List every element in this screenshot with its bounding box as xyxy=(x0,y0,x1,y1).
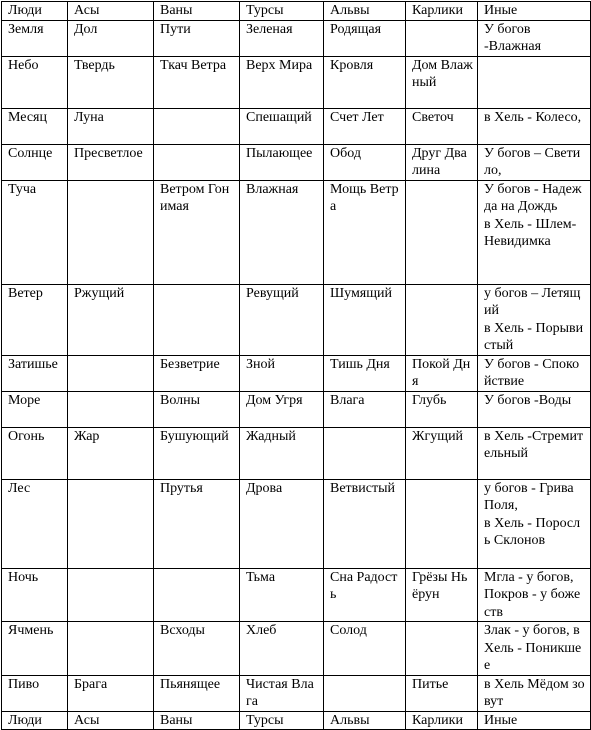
table-cell-people xyxy=(2,391,68,427)
table-cell-people xyxy=(2,284,68,355)
table-cell-people xyxy=(2,108,68,144)
table-cell-vanir xyxy=(154,568,240,622)
table-cell-dwarves xyxy=(406,284,478,355)
table-cell-giants xyxy=(240,20,324,56)
cell-text: Влажная xyxy=(246,181,299,197)
table-body xyxy=(2,20,591,711)
table-cell-aesir xyxy=(68,284,154,355)
header-cell-dwarves: Карлики xyxy=(406,2,478,21)
cell-text: Пиво xyxy=(8,676,40,692)
table-footer xyxy=(2,711,591,730)
table-cell-elves xyxy=(324,622,406,676)
cell-text: Брага xyxy=(74,676,108,692)
table-cell-elves xyxy=(324,675,406,711)
table-cell-vanir xyxy=(154,20,240,56)
cell-text: Безветрие xyxy=(160,356,220,372)
cell-text: Кровля xyxy=(330,57,374,73)
cell-text: Ночь xyxy=(8,569,39,585)
table-cell-dwarves xyxy=(406,144,478,180)
cell-text: У богов -Воды xyxy=(484,392,572,408)
cell-text: Пресветлое xyxy=(74,145,143,161)
table-cell-others xyxy=(478,568,591,622)
table-cell-vanir xyxy=(154,355,240,391)
cell-text: Мгла - у богов, Покров - у божеств xyxy=(484,569,581,620)
cell-text: Дом Влажный xyxy=(412,57,473,90)
cell-text: у богов – Летящий xyxy=(484,285,581,318)
cell-text: Влага xyxy=(330,392,365,408)
cell-text: Глубь xyxy=(412,392,447,408)
table-cell-elves xyxy=(324,108,406,144)
cell-text: в Хель Мёдом зовут xyxy=(484,676,585,709)
table-cell-vanir xyxy=(154,144,240,180)
cell-text: Ткач Ветра xyxy=(160,57,227,73)
cell-text: в Хель -Стремительный xyxy=(484,428,584,461)
table-cell-dwarves xyxy=(406,56,478,108)
table-row xyxy=(2,180,591,284)
table-cell-aesir xyxy=(68,180,154,284)
cell-text: Жгущий xyxy=(412,428,464,444)
table-cell-dwarves xyxy=(406,479,478,568)
table-cell-vanir xyxy=(154,108,240,144)
table-cell-giants xyxy=(240,427,324,479)
cell-text: Ветвистый xyxy=(330,480,396,496)
cell-text: Море xyxy=(8,392,41,408)
footer-cell-aesir: Асы xyxy=(68,711,154,730)
table-cell-vanir xyxy=(154,479,240,568)
cell-text: Тьма xyxy=(246,569,276,585)
table-cell-vanir xyxy=(154,284,240,355)
cell-text: Бушующий xyxy=(160,428,229,444)
cell-text: Злак - у богов, в Хель - Поникшее xyxy=(484,623,582,673)
table-cell-elves xyxy=(324,20,406,56)
cell-text: Луна xyxy=(74,109,104,125)
footer-cell-others: Иные xyxy=(478,711,591,730)
table-row xyxy=(2,20,591,56)
table-row xyxy=(2,479,591,568)
table-row xyxy=(2,675,591,711)
table-cell-elves xyxy=(324,284,406,355)
table-cell-people xyxy=(2,20,68,56)
table-cell-giants xyxy=(240,479,324,568)
table-cell-aesir xyxy=(68,20,154,56)
table-cell-giants xyxy=(240,675,324,711)
cell-text: У богов - Спокойствие xyxy=(484,356,580,389)
table-cell-people xyxy=(2,622,68,676)
cell-text: Небо xyxy=(8,57,39,73)
table-row xyxy=(2,568,591,622)
cell-text: Верх Мира xyxy=(246,57,313,73)
cell-text: Питье xyxy=(412,676,449,692)
table-cell-people xyxy=(2,675,68,711)
cell-text: в Хель - Шлем-Невидимка xyxy=(484,216,577,249)
table-cell-vanir xyxy=(154,56,240,108)
footer-cell-giants: Турсы xyxy=(240,711,324,730)
table-cell-elves xyxy=(324,355,406,391)
table-cell-aesir xyxy=(68,108,154,144)
table-cell-others xyxy=(478,675,591,711)
table-cell-people xyxy=(2,144,68,180)
cell-text: у богов - Грива Поля, xyxy=(484,480,574,513)
table-cell-others xyxy=(478,391,591,427)
table-cell-people xyxy=(2,479,68,568)
cell-text: Родящая xyxy=(330,21,382,37)
table-cell-giants xyxy=(240,568,324,622)
cell-text: Пьянящее xyxy=(160,676,221,692)
table-cell-people xyxy=(2,568,68,622)
table-cell-others xyxy=(478,479,591,568)
cell-text: Огонь xyxy=(8,428,45,444)
table-cell-dwarves xyxy=(406,675,478,711)
cell-text: Счет Лет xyxy=(330,109,384,125)
table-cell-elves xyxy=(324,479,406,568)
table-cell-elves xyxy=(324,391,406,427)
header-cell-people: Люди xyxy=(2,2,68,21)
table-cell-giants xyxy=(240,284,324,355)
table-cell-elves xyxy=(324,180,406,284)
table-row xyxy=(2,284,591,355)
table-cell-others xyxy=(478,108,591,144)
table-cell-vanir xyxy=(154,180,240,284)
cell-text: Дом Угря xyxy=(246,392,303,408)
header-cell-aesir: Асы xyxy=(68,2,154,21)
table-row xyxy=(2,144,591,180)
table-cell-others xyxy=(478,20,591,56)
table-cell-giants xyxy=(240,56,324,108)
cell-text: Дол xyxy=(74,21,98,37)
cell-text: Земля xyxy=(8,21,44,37)
cell-text: Обод xyxy=(330,145,361,161)
header-cell-others: Иные xyxy=(478,2,591,21)
table-cell-dwarves xyxy=(406,355,478,391)
cell-text: Ячмень xyxy=(8,623,54,638)
cell-text: Спешащий xyxy=(246,109,312,125)
cell-text: Всходы xyxy=(160,623,205,638)
table-cell-aesir xyxy=(68,568,154,622)
table-cell-giants xyxy=(240,180,324,284)
cell-text: Волны xyxy=(160,392,201,408)
table-cell-aesir xyxy=(68,144,154,180)
cell-text: У богов xyxy=(484,21,531,37)
cell-text: Ржущий xyxy=(74,285,125,301)
table-row xyxy=(2,622,591,676)
table-cell-others xyxy=(478,56,591,108)
cell-text: Чистая Влага xyxy=(246,676,314,709)
cell-text: -Влажная xyxy=(484,39,542,54)
cell-text: Зеленая xyxy=(246,21,293,37)
cell-text: Шумящий xyxy=(330,285,393,301)
cell-text: Прутья xyxy=(160,480,203,496)
cell-text: в Хель - Порывистый xyxy=(484,320,584,353)
cell-text: Жадный xyxy=(246,428,296,444)
cell-text: Туча xyxy=(8,181,37,197)
table-cell-dwarves xyxy=(406,108,478,144)
cell-text: Сна Радость xyxy=(330,569,398,602)
table-cell-others xyxy=(478,144,591,180)
table-cell-vanir xyxy=(154,427,240,479)
cell-text: Дрова xyxy=(246,480,283,496)
table-cell-aesir xyxy=(68,427,154,479)
table-cell-people xyxy=(2,355,68,391)
table-row xyxy=(2,108,591,144)
table-cell-vanir xyxy=(154,622,240,676)
table-cell-giants xyxy=(240,144,324,180)
table-cell-dwarves xyxy=(406,20,478,56)
table-cell-vanir xyxy=(154,675,240,711)
cell-text: Зной xyxy=(246,356,275,372)
cell-text: Мощь Ветра xyxy=(330,181,399,214)
table-cell-elves xyxy=(324,56,406,108)
table-cell-aesir xyxy=(68,675,154,711)
table-row xyxy=(2,427,591,479)
cell-text: Хлеб xyxy=(246,623,277,638)
table-cell-others xyxy=(478,622,591,676)
table-row xyxy=(2,355,591,391)
cell-text: Покой Дня xyxy=(412,356,471,389)
cell-text: в Хель - Поросль Склонов xyxy=(484,515,581,548)
cell-text: Жар xyxy=(74,428,100,444)
table-cell-aesir xyxy=(68,622,154,676)
cell-text: в Хель - Колесо, xyxy=(484,109,582,125)
header-row xyxy=(2,2,591,21)
table-cell-aesir xyxy=(68,479,154,568)
cell-text: Пути xyxy=(160,21,191,37)
table-cell-dwarves xyxy=(406,427,478,479)
table-cell-aesir xyxy=(68,355,154,391)
table-row xyxy=(2,391,591,427)
table-cell-giants xyxy=(240,355,324,391)
cell-text: Ветром Гонимая xyxy=(160,181,230,214)
table-cell-aesir xyxy=(68,56,154,108)
cell-text: Лес xyxy=(8,480,31,496)
cell-text: Солнце xyxy=(8,145,53,161)
table-cell-others xyxy=(478,284,591,355)
footer-cell-dwarves: Карлики xyxy=(406,711,478,730)
table-cell-aesir xyxy=(68,391,154,427)
header-cell-elves: Альвы xyxy=(324,2,406,21)
table-cell-vanir xyxy=(154,391,240,427)
cell-text: Солод xyxy=(330,623,367,638)
cell-text: Ревущий xyxy=(246,285,299,301)
table-cell-others xyxy=(478,355,591,391)
table-cell-giants xyxy=(240,391,324,427)
cell-text: Светоч xyxy=(412,109,454,125)
table-cell-dwarves xyxy=(406,391,478,427)
cell-text: Пылающее xyxy=(246,145,313,161)
table-row xyxy=(2,56,591,108)
table-cell-people xyxy=(2,427,68,479)
table-cell-elves xyxy=(324,568,406,622)
table-cell-others xyxy=(478,180,591,284)
names-table xyxy=(1,1,591,730)
footer-cell-people: Люди xyxy=(2,711,68,730)
table-cell-elves xyxy=(324,144,406,180)
table-cell-elves xyxy=(324,427,406,479)
cell-text: У богов - Надежда на Дождь xyxy=(484,181,582,214)
table-cell-dwarves xyxy=(406,622,478,676)
footer-cell-vanir: Ваны xyxy=(154,711,240,730)
cell-text: Тишь Дня xyxy=(330,356,390,372)
table-cell-dwarves xyxy=(406,180,478,284)
footer-cell-elves: Альвы xyxy=(324,711,406,730)
header-cell-giants: Турсы xyxy=(240,2,324,21)
header-cell-vanir: Ваны xyxy=(154,2,240,21)
cell-text: Друг Двалина xyxy=(412,145,467,178)
cell-text: Месяц xyxy=(8,109,47,125)
cell-text: Твердь xyxy=(74,57,115,73)
table-cell-giants xyxy=(240,622,324,676)
table-cell-giants xyxy=(240,108,324,144)
cell-text: Ветер xyxy=(8,285,43,301)
cell-text: У богов – Светило, xyxy=(484,145,581,178)
table-cell-people xyxy=(2,56,68,108)
table-cell-people xyxy=(2,180,68,284)
cell-text: Грёзы Ньёрун xyxy=(412,569,468,602)
table-cell-dwarves xyxy=(406,568,478,622)
table-header xyxy=(2,2,591,21)
table-cell-others xyxy=(478,427,591,479)
cell-text: Затишье xyxy=(8,356,58,372)
footer-row xyxy=(2,711,591,730)
